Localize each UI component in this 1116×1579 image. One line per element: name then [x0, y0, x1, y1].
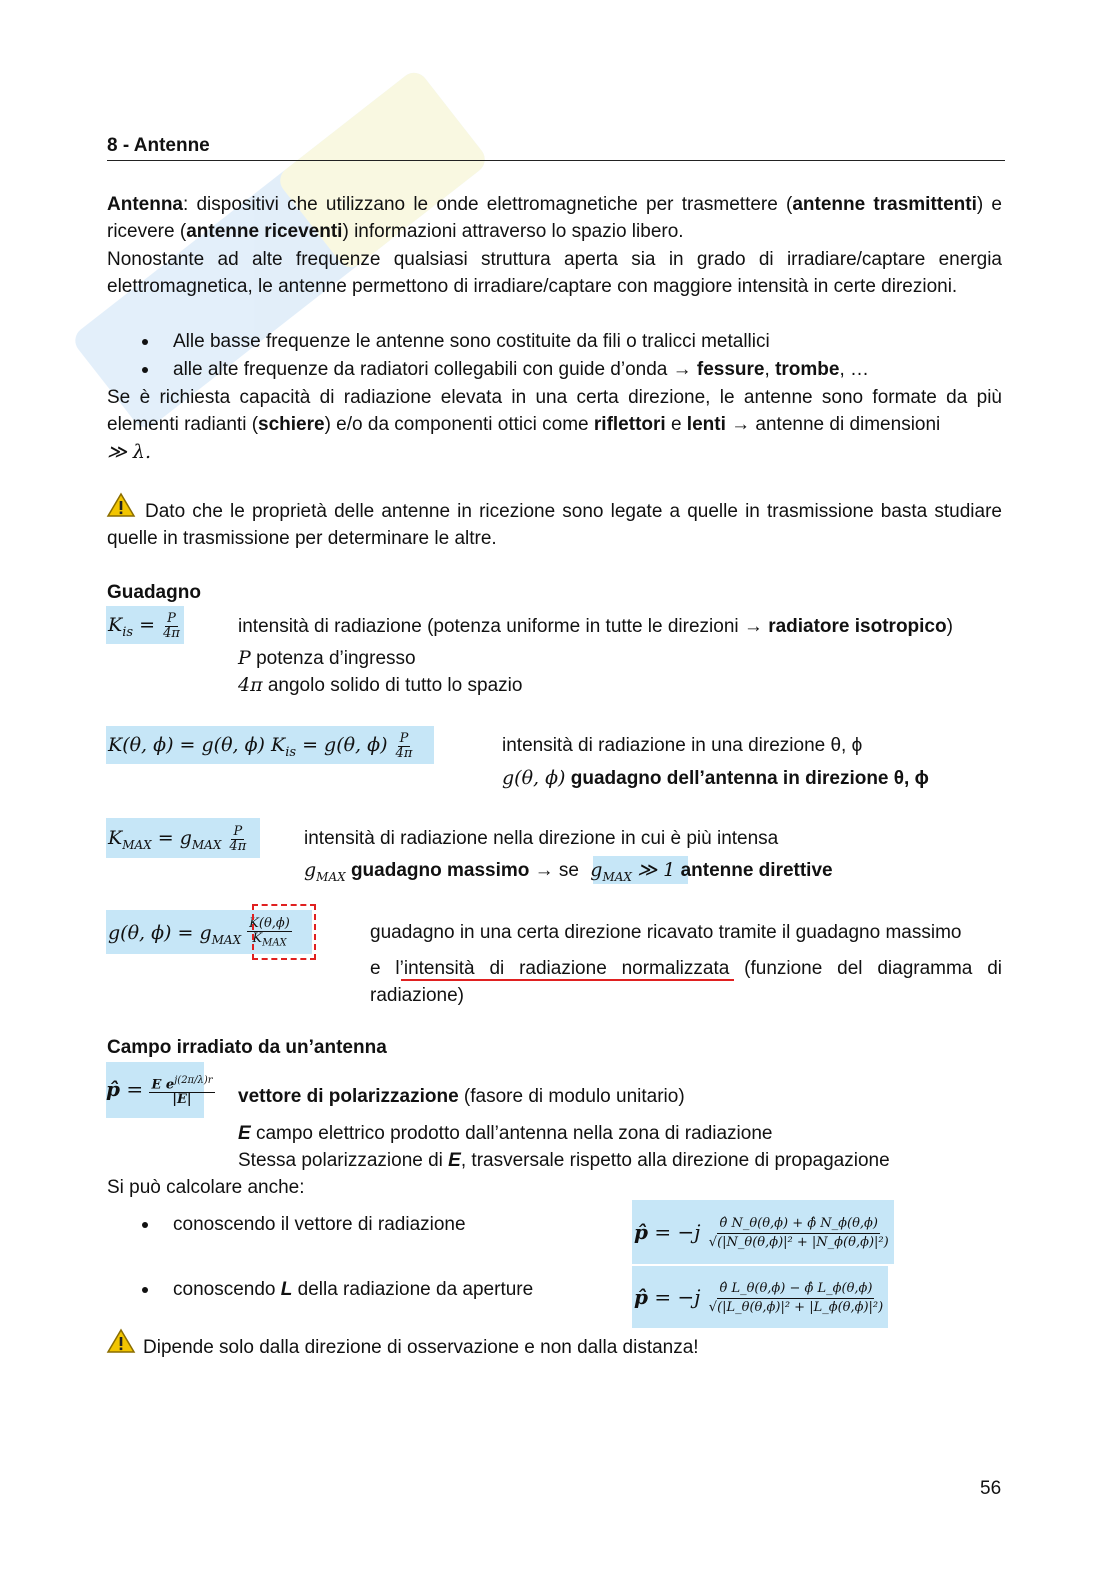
intro-paragraph-3: Se è richiesta capacità di radiazione elevata in una certa direzione, le antenne sono formate da più elementi radianti (schiere) e/o da componenti ottici come riflettori e lenti → antenne di dimensioni: [107, 387, 1002, 435]
section-heading: 8 - Antenne: [107, 135, 210, 156]
gnorm-description: guadagno in una certa direzione ricavato tramite il guadagno massimo: [370, 922, 962, 943]
si-puo-calcolare: Si può calcolare anche:: [107, 1177, 305, 1198]
bullet-dot: [142, 367, 148, 373]
bullet-high-freq: alle alte frequenze da radiatori collegabili con guide d’onda → fessure, trombe, …: [173, 359, 870, 380]
campo-heading: Campo irradiato da un’antenna: [107, 1037, 387, 1058]
guadagno-heading: Guadagno: [107, 582, 201, 603]
bullet-apertures: conoscendo L della radiazione da aperture: [173, 1279, 534, 1300]
formula-gnorm: g(θ, $\phi) = g_{MAX}$ $\frac{K(\theta,\phi)}{K_{MAX}}$: [108, 916, 290, 949]
formula-k: K(θ, ϕ) = g(θ, ϕ) $K_{is} = g(\theta$, ϕ) $\frac{P}{4\pi}$: [108, 730, 413, 761]
formula-p-from-l: p̂ = −j $\frac{\thetâ L\_\theta(\theta,\phi) - \phî L\_\phi(\theta,\phi)}{\text{√(|L\_θ(θ,ϕ)|² + |L\_ϕ(θ,ϕ)|²)}}$: [634, 1281, 884, 1315]
normalized-fraction-dashed-box: [252, 904, 316, 960]
warning-icon: [106, 1328, 136, 1354]
fourpi-description: 4π angolo solido di tutto lo spazio: [238, 674, 523, 696]
formula-kis: $K_{is}$ = $\frac{P}{4\pi}$: [108, 610, 180, 641]
kmax-description: intensità di radiazione nella direzione in cui è più intensa: [304, 828, 779, 849]
heading-rule: [107, 160, 1005, 161]
k-description: intensità di radiazione in una direzione θ, ϕ: [502, 735, 863, 756]
warning-text-1: Dato che le proprietà delle antenne in ricezione sono legate a quelle in trasmissione basta studiare quelle in trasmissione per determinare le altre.: [107, 501, 1002, 549]
term-antenna: Antenna: [107, 194, 183, 215]
p-description: P potenza d’ingresso: [238, 647, 416, 669]
kis-description: intensità di radiazione (potenza uniforme in tutte le direzioni → radiatore isotropico): [238, 616, 953, 637]
gnorm-description-2: e l’intensità di radiazione normalizzata (funzione del diagramma di radiazione): [370, 958, 1002, 1006]
red-underline: [401, 979, 734, 981]
formula-p-from-n: p̂ = −j $\frac{\thetâ N\_\theta(\theta,\phi) + \phî N\_\phi(\theta,\phi)}{\text{√(|N\_θ(θ,ϕ)|² + |N\_ϕ(θ,ϕ)|²)}}$: [634, 1216, 889, 1250]
bullet-dot: [142, 339, 148, 345]
normalized-intensity-term: intensità di radiazione normalizzata: [403, 958, 730, 979]
stessa-polarizzazione: Stessa polarizzazione di E, trasversale rispetto alla direzione di propagazione: [238, 1150, 890, 1171]
bullet-low-freq: Alle basse frequenze le antenne sono costituite da fili o tralicci metallici: [173, 331, 770, 352]
e-description: E campo elettrico prodotto dall’antenna nella zona di radiazione: [238, 1123, 773, 1144]
warning-text-2: Dipende solo dalla direzione di osservazione e non dalla distanza!: [143, 1337, 699, 1358]
intro-paragraph-2: Nonostante ad alte frequenze qualsiasi struttura aperta sia in grado di irradiare/captare energia elettromagnetica, le antenne permettono di irradiare/captare con maggiore intensità in certe direzioni.: [107, 249, 1002, 297]
g-description: g(θ, ϕ) guadagno dell’antenna in direzione θ, ϕ: [502, 767, 929, 789]
formula-p: p̂ = $\frac{E e^{j(2\pi/\lambda)r}}{|E|}$: [106, 1074, 213, 1108]
bullet-dot: [142, 1287, 148, 1293]
intro-paragraph-1: Antenna: dispositivi che utilizzano le onde elettromagnetiche per trasmettere (antenne trasmittenti) e ricevere (antenne riceventi) informazioni attraverso lo spazio libero.: [107, 194, 1002, 242]
pvec-description: vettore di polarizzazione (fasore di modulo unitario): [238, 1086, 685, 1107]
gmax-description: $g_{MAX}$ guadagno massimo → se $g_{MAX}$ ≫ 1 antenne direttive: [304, 859, 833, 884]
bullet-radiation-vector: conoscendo il vettore di radiazione: [173, 1214, 466, 1235]
formula-kmax: $K_{MAX} = g_{MAX}$ $\frac{P}{4\pi}$: [108, 823, 247, 854]
bullet-dot: [142, 1222, 148, 1228]
page-number: 56: [980, 1478, 1002, 1499]
lambda-condition: ≫ λ.: [107, 441, 152, 463]
